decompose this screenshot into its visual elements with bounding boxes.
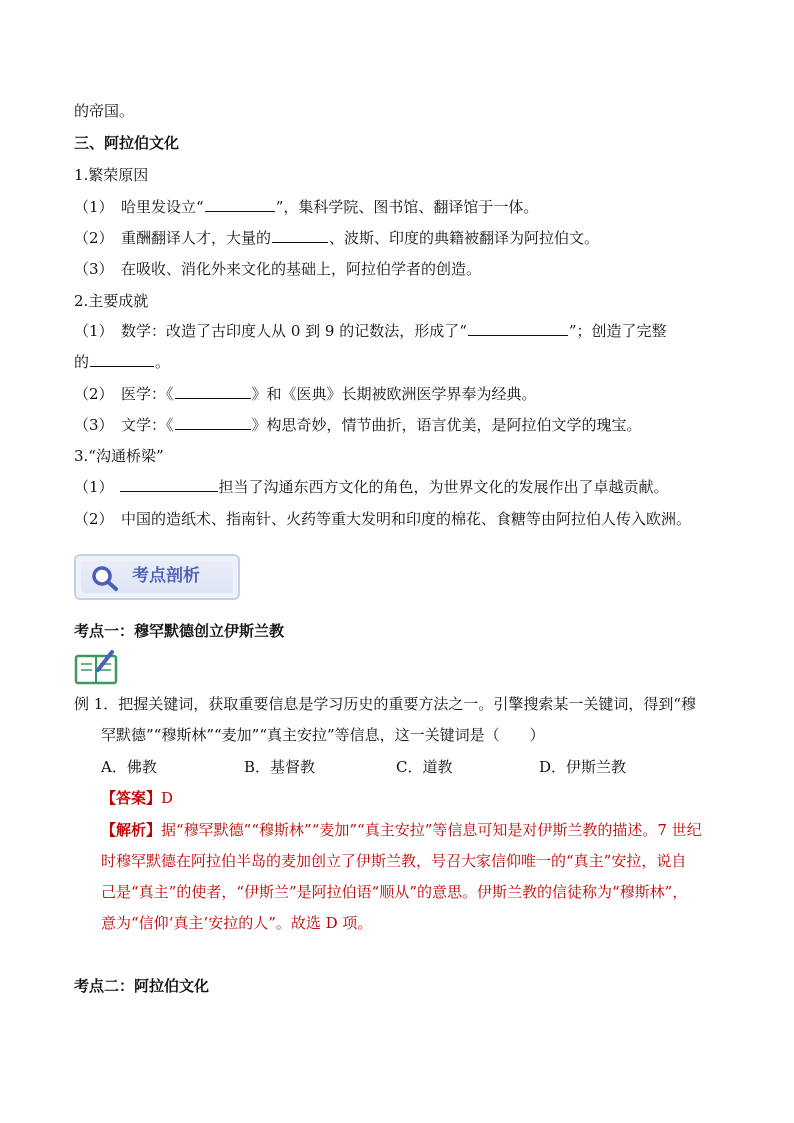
answer-value: D [161,789,174,807]
blank-line [468,321,568,336]
blank-line [175,415,251,430]
content-line [74,321,667,341]
badge-label: 考点剖析 [132,566,200,586]
content-line: （2） 中国的造纸术、指南针、火药等重大发明和印度的棉花、食糖等由阿拉伯人传入欧洲。 [74,510,692,528]
text-segment: （2） 重酬翻译人才，大量的 [74,229,272,247]
text-segment: （1） [74,478,114,496]
subsection-heading: 2.主要成就 [74,292,149,310]
magnifier-icon [90,564,120,592]
text-segment: ”；创造了完整 [568,322,667,340]
option-c: C．道教 [396,758,453,776]
blank-line [175,384,251,399]
content-line [74,228,599,248]
answer-line [101,788,173,808]
content-line [74,477,669,497]
content-line [74,384,537,404]
analysis-tag: 【解析】 [101,821,162,839]
blank-line [272,228,328,243]
analysis-line [101,820,702,840]
text-segment: 》构思奇妙，情节曲折，语言优美，是阿拉伯文学的瑰宝。 [251,416,642,434]
content-line [74,197,538,217]
text-segment: 的 [74,353,90,371]
content-line: （3） 在吸收、消化外来文化的基础上，阿拉伯学者的创造。 [74,260,482,278]
blank-line [205,197,275,212]
text-segment: 、波斯、印度的典籍被翻译为阿拉伯文。 [329,229,600,247]
analysis-text: 据“穆罕默德”“穆斯林”“麦加”“真主安拉”等信息可知是对伊斯兰教的描述。7 世纪 [161,821,702,839]
book-pencil-icon [74,648,118,686]
topic-heading: 考点一：穆罕默德创立伊斯兰教 [74,622,285,640]
text-segment: （3） 文学：《 [74,416,174,434]
badge-frame [74,554,240,600]
option-b: B．基督教 [244,758,316,776]
text-segment: （1） 数学：改造了古印度人从 0 到 9 的记数法，形成了“ [74,322,467,340]
content-line: 的帝国。 [74,102,135,120]
blank-line [120,477,218,492]
analysis-line: 意为“信仰‘真主’安拉的人”。故选 D 项。 [101,914,373,932]
text-segment: ”，集科学院、图书馆、翻译馆于一体。 [275,198,539,216]
section-heading: 三、阿拉伯文化 [74,134,180,152]
text-segment: 担当了沟通东西方文化的角色，为世界文化的发展作出了卓越贡献。 [218,478,669,496]
content-line [74,352,170,372]
text-segment: （1） 哈里发设立“ [74,198,204,216]
text-segment: 》和《医典》长期被欧洲医学界奉为经典。 [251,385,537,403]
content-line [74,415,642,435]
analysis-line: 己是“真主”的使者，“伊斯兰”是阿拉伯语“顺从”的意思。伊斯兰教的信徒称为“穆斯林”， [101,883,688,901]
topic-heading: 考点二：阿拉伯文化 [74,977,210,995]
question-line: 例 1．把握关键词，获取重要信息是学习历史的重要方法之一。引擎搜索某一关键词，得到“穆 [74,695,696,713]
answer-tag: 【答案】 [101,789,162,807]
text-segment: 。 [155,353,171,371]
text-segment: （2） 医学：《 [74,385,174,403]
subsection-heading: 3.“沟通桥梁” [74,447,164,465]
question-line: 罕默德”“穆斯林”“麦加”“真主安拉”等信息，这一关键词是（ ） [101,726,545,744]
blank-line [90,352,154,367]
option-d: D．伊斯兰教 [539,758,627,776]
analysis-line: 时穆罕默德在阿拉伯半岛的麦加创立了伊斯兰教，号召大家信仰唯一的“真主”安拉，说自 [101,852,687,870]
subsection-heading: 1.繁荣原因 [74,166,149,184]
option-a: A．佛教 [101,758,157,776]
section-badge [74,554,240,604]
